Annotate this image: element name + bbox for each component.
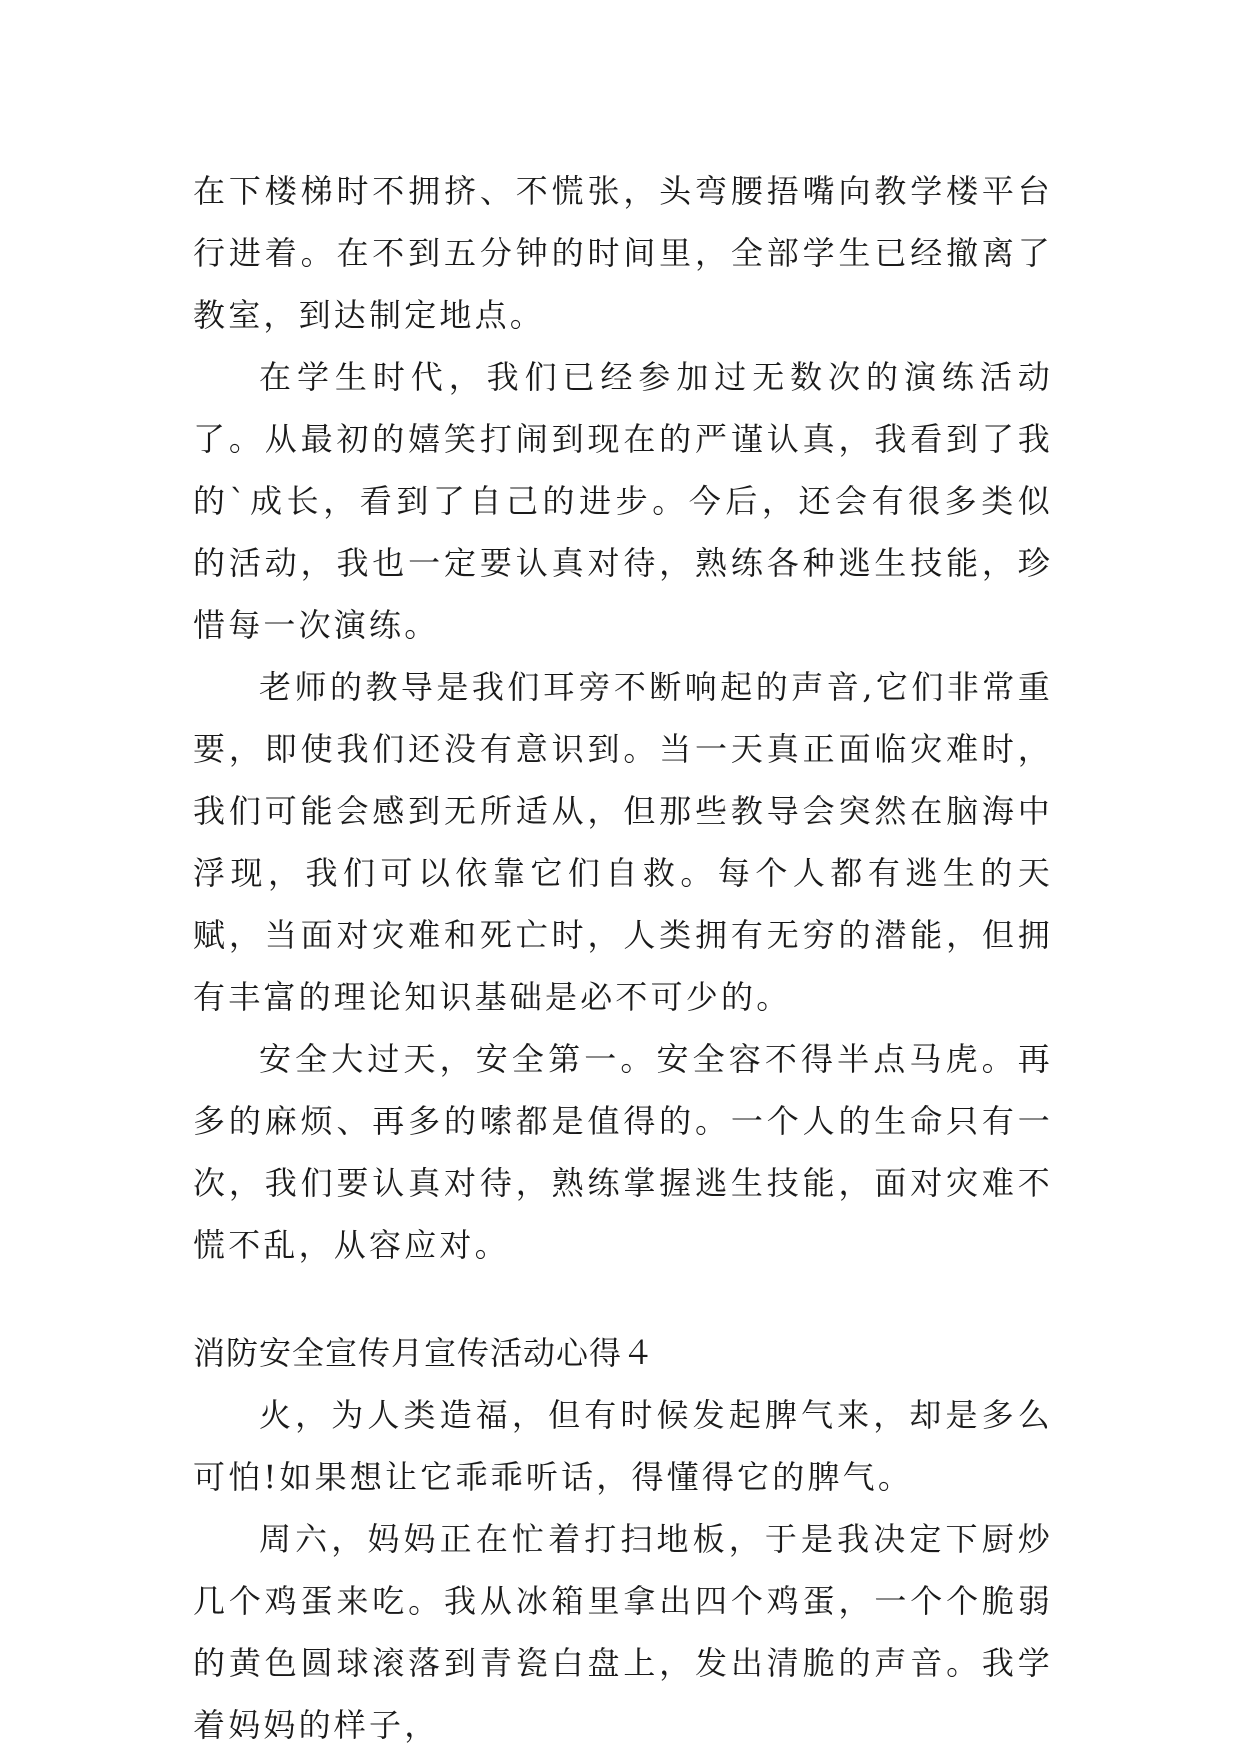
paragraph-5: 火，为人类造福，但有时候发起脾气来，却是多么可怕!如果想让它乖乖听话，得懂得它的脾气。	[193, 1396, 1053, 1496]
paragraph-3: 老师的教导是我们耳旁不断响起的声音,它们非常重要，即使我们还没有意识到。当一天真正面临灾难时，我们可能会感到无所适从，但那些教导会突然在脑海中浮现，我们可以依靠它们自救。每个人都有逃生的天赋，当面对灾难和死亡时，人类拥有无穷的潜能，但拥有丰富的理论知识基础是必不可少的。	[193, 668, 1053, 1016]
paragraph-4: 安全大过天，安全第一。安全容不得半点马虎。再多的麻烦、再多的嗦都是值得的。一个人的生命只有一次，我们要认真对待，熟练掌握逃生技能，面对灾难不慌不乱，从容应对。	[193, 1040, 1053, 1264]
section-title: 消防安全宣传月宣传活动心得４	[193, 1334, 656, 1372]
paragraph-6: 周六，妈妈正在忙着打扫地板，于是我决定下厨炒几个鸡蛋来吃。我从冰箱里拿出四个鸡蛋，一个个脆弱的黄色圆球滚落到青瓷白盘上，发出清脆的声音。我学着妈妈的样子，	[193, 1520, 1053, 1744]
document-body	[193, 160, 1053, 1756]
paragraph-1: 在下楼梯时不拥挤、不慌张，头弯腰捂嘴向教学楼平台行进着。在不到五分钟的时间里，全部学生已经撤离了教室，到达制定地点。	[193, 172, 1053, 334]
paragraph-2: 在学生时代，我们已经参加过无数次的演练活动了。从最初的嬉笑打闹到现在的严谨认真，我看到了我的`成长，看到了自己的进步。今后，还会有很多类似的活动，我也一定要认真对待，熟练各种逃生技能，珍惜每一次演练。	[193, 358, 1053, 644]
